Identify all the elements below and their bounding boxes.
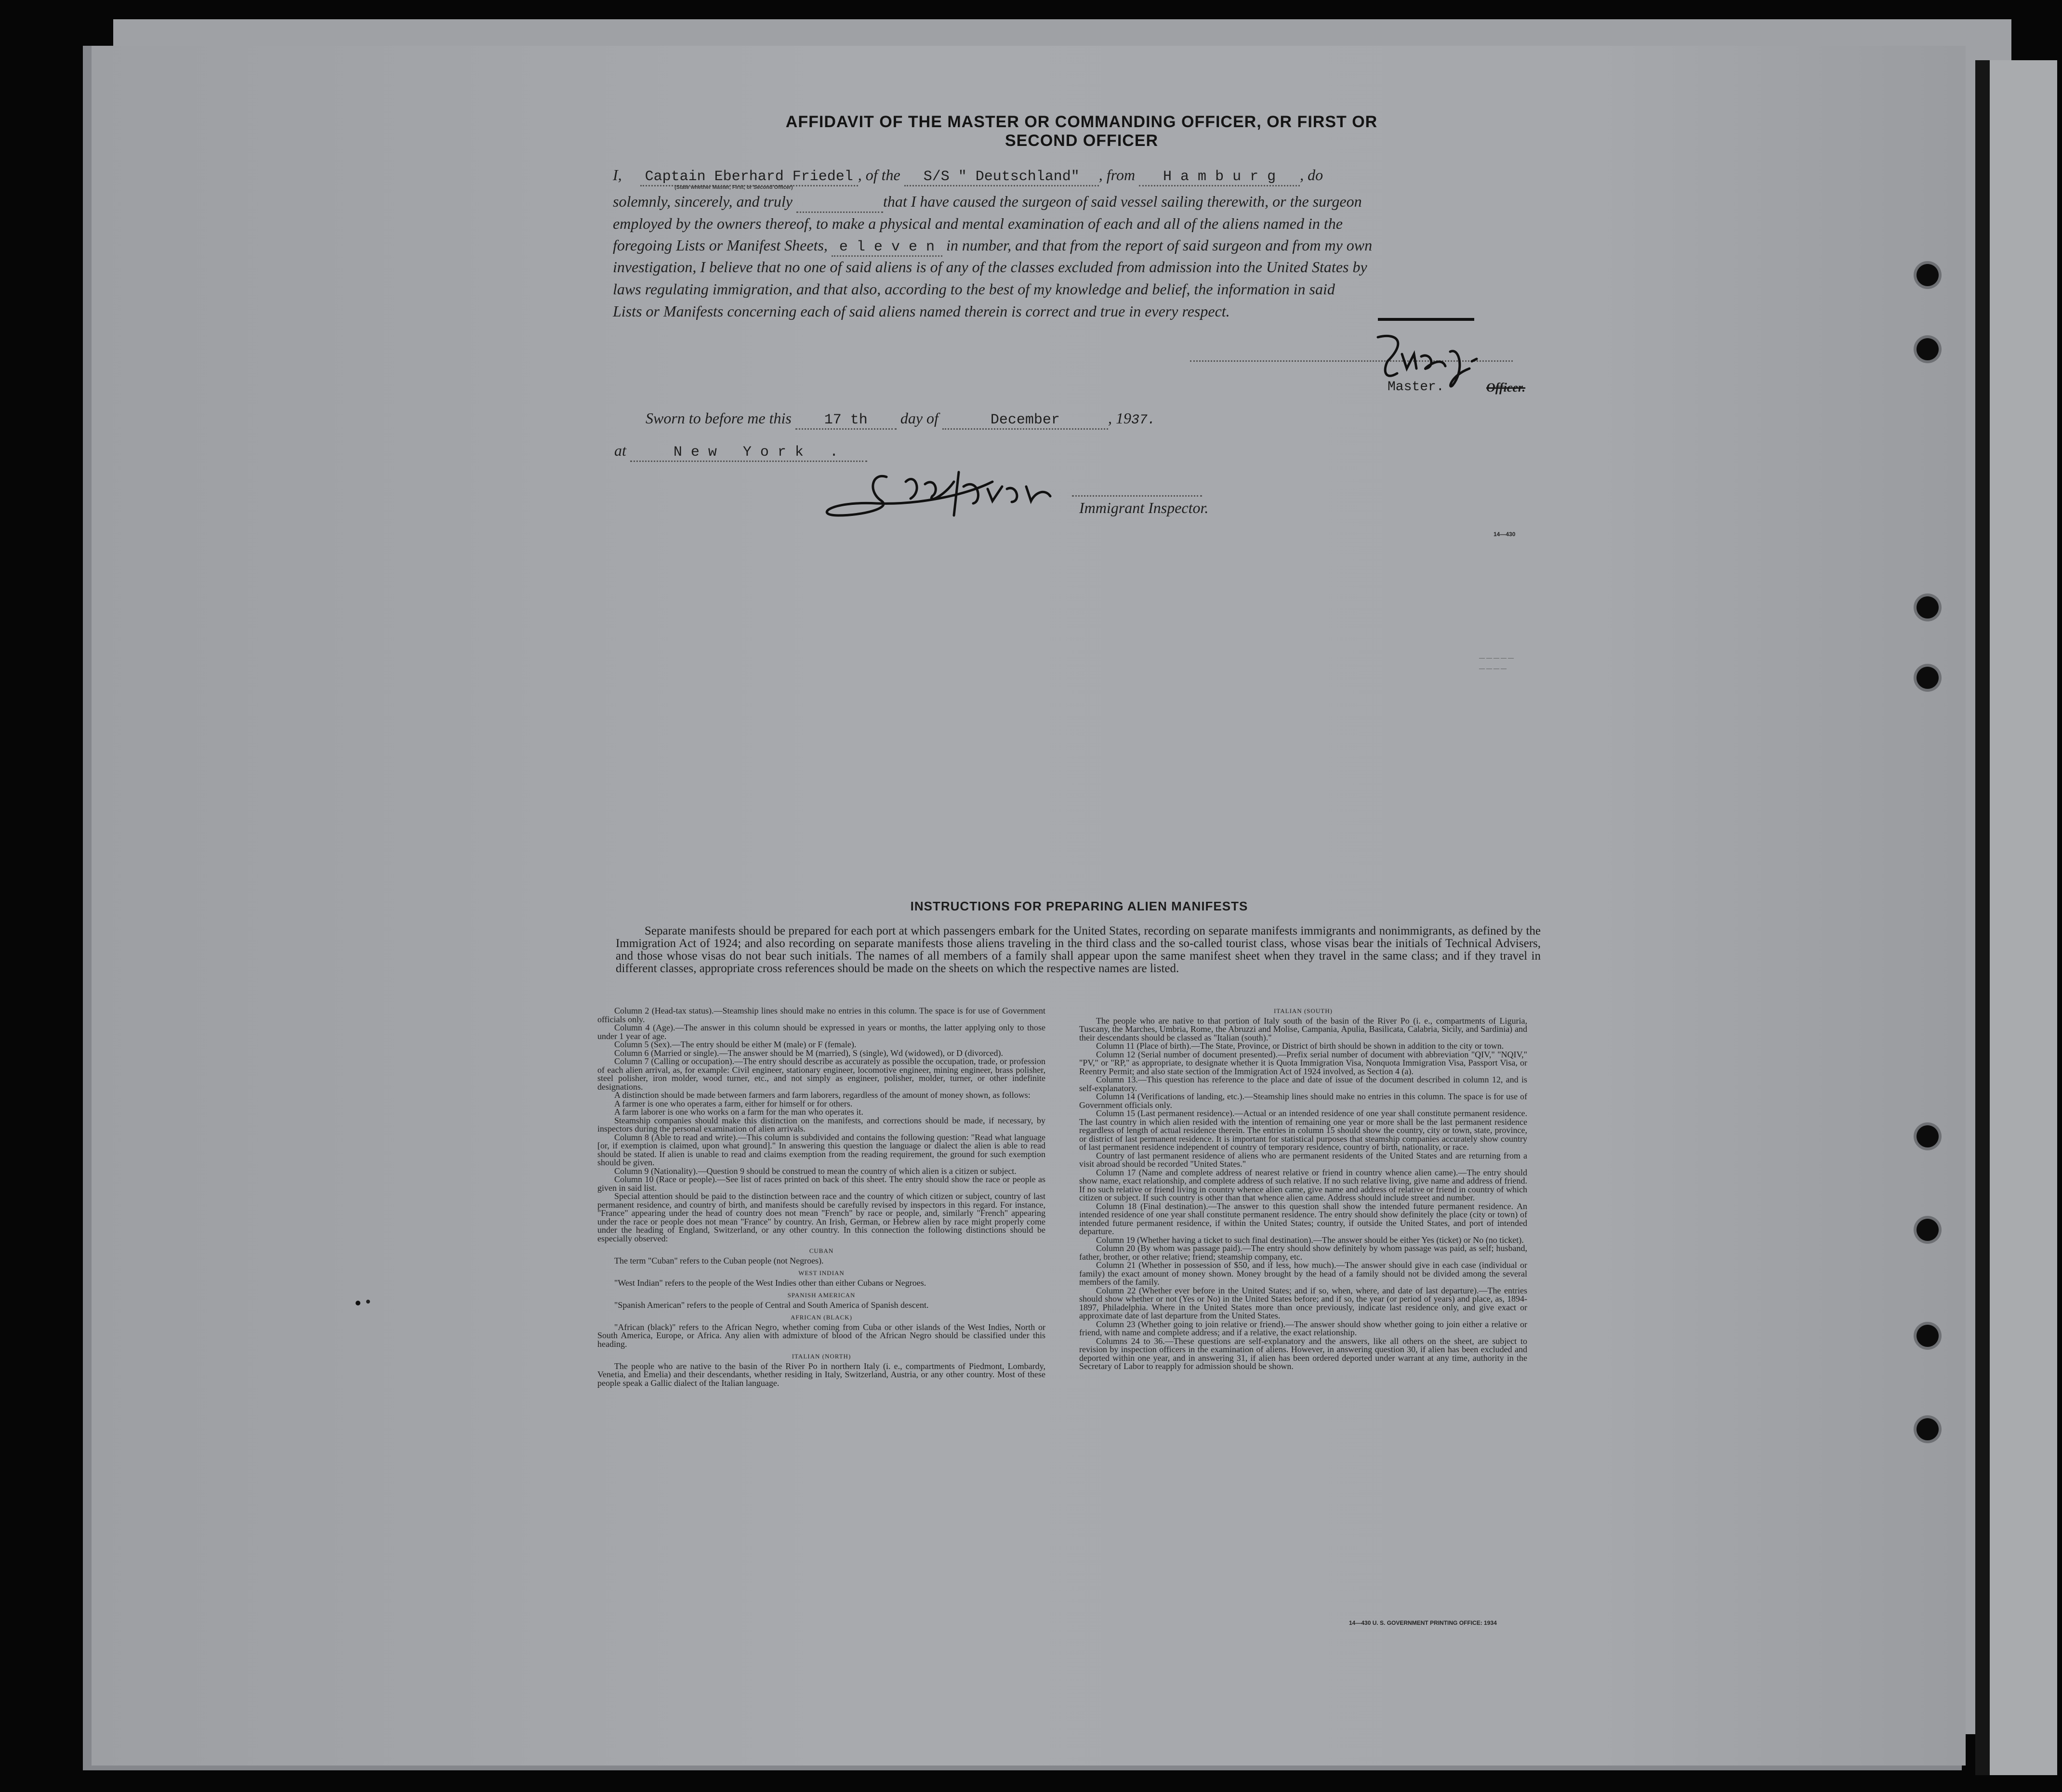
binder-hole-icon	[1917, 1325, 1939, 1347]
faint-mark: — — — — —	[1479, 654, 1514, 661]
instruction-paragraph: "Spanish American" refers to the people of Central and South America of Spanish descent.	[614, 1300, 929, 1310]
text-sworn: Sworn to before me this	[646, 409, 792, 427]
instruction-paragraph: Column 18 (Final destination).—The answer to this question shall show the intended future permanent residence. An intended residence of one year shall constitute permanent residence. The entry should show definitely the place (city or town) of intended future permanent residence, if within the United States; country, if outside the United States, and port of intended departure.	[1079, 1201, 1527, 1236]
instruction-paragraph: Column 2 (Head-tax status).—Steamship lines should make no entries in this column. The space is for use of Government officials only.	[597, 1006, 1045, 1024]
form-number: 14—430	[1494, 531, 1516, 538]
line-end-stroke	[1378, 318, 1474, 321]
affidavit-line-5: investigation, I believe that no one of said aliens is of any of the classes excluded from admission into the United States by	[613, 258, 1367, 276]
sworn-place-line	[614, 442, 867, 461]
section-heading: ITALIAN (NORTH)	[792, 1353, 851, 1360]
affidavit-line-3: employed by the owners thereof, to make a physical and mental examination of each and all of the aliens named in the	[613, 215, 1343, 232]
instruction-paragraph: Columns 24 to 36.—These questions are self-explanatory and the answers, like all others on the sheet, are subject to revision by inspection officers in the examination of aliens. However, in answering question 30, if alien has been excluded and deported within one year, and in answering 31, if alien has been ordered deported under warrant at any time, authority in the Secretary of Labor to reapply for admission should be shown.	[1079, 1336, 1527, 1371]
text-from: , from	[1098, 166, 1136, 184]
port-field: H a m b u r g	[1139, 169, 1300, 186]
sworn-month-field: December	[942, 412, 1108, 430]
instruction-paragraph: Column 6 (Married or single).—The answer should be M (married), S (single), Wd (widowed), or D (divorced).	[614, 1048, 1003, 1058]
instruction-paragraph: Column 14 (Verifications of landing, etc.).—Steamship lines should make no entries in this column. The space is for use of Government officials only.	[1079, 1092, 1527, 1110]
instruction-paragraph: "West Indian" refers to the people of the West Indies other than either Cubans or Negroes.	[614, 1278, 926, 1288]
inspector-signature-line	[1072, 495, 1202, 497]
instruction-paragraph: Column 4 (Age).—The answer in this column should be expressed in years or months, the latter applying only to those under 1 year of age.	[597, 1023, 1045, 1041]
officer-name-field: Captain Eberhard Friedel	[640, 169, 858, 186]
affidavit-line-2	[613, 193, 1362, 211]
instruction-paragraph: Column 9 (Nationality).—Question 9 should be construed to mean the country of which alien is a citizen or subject.	[614, 1166, 1017, 1176]
sworn-line	[646, 409, 1155, 428]
text-in-number: in number, and that from the report of said surgeon and from my own	[946, 237, 1373, 254]
section-heading: CUBAN	[809, 1247, 834, 1254]
text-foregoing: foregoing Lists or Manifest Sheets,	[613, 237, 828, 254]
instruction-paragraph: Column 5 (Sex).—The entry should be either M (male) or F (female).	[614, 1040, 857, 1049]
text-solemnly: solemnly, sincerely, and truly	[613, 193, 793, 210]
instructions-intro: Separate manifests should be prepared for each port at which passengers embark for the United States, recording on separate manifests immigrants and nonimmigrants, as defined by the Immigration Act of 1924; and also recording on separate manifests those aliens traveling in the third class and the so-called tourist class, whose visas bear the initials of Technical Advisers, and those whose visas do not bear such initials. The names of all members of a family shall appear upon the same manifest sheet when they travel in the same class; and if they travel in different classes, appropriate cross references should be made on the sheets on which the respective names are listed.	[616, 924, 1541, 975]
instruction-paragraph: The people who are native to the basin of the River Po in northern Italy (i. e., compartments of Piedmont, Lombardy, Venetia, and Emelia) and their descendants, whether residing in Italy, Switzerland, Austria, or any other country. Most of these people speak a Gallic dialect of the Italian language.	[597, 1361, 1045, 1388]
sworn-place-field: N e w Y o r k .	[630, 444, 867, 462]
affidavit-title: AFFIDAVIT OF THE MASTER OR COMMANDING OFFICER, OR FIRST OR SECOND OFFICER	[785, 113, 1378, 150]
instruction-paragraph: The term "Cuban" refers to the Cuban people (not Negroes).	[614, 1255, 824, 1265]
instructions-right-column	[1079, 1007, 1527, 1371]
binder-hole-icon	[1917, 596, 1939, 619]
section-heading: WEST INDIAN	[798, 1269, 845, 1277]
text-of-the: , of the	[858, 166, 900, 184]
ink-spot	[356, 1301, 360, 1305]
affidavit-line-7: Lists or Manifests concerning each of said aliens named therein is correct and true in every respect.	[613, 303, 1230, 320]
rank-struck-label: Officer.	[1486, 381, 1526, 395]
section-heading: SPANISH AMERICAN	[787, 1291, 856, 1299]
instruction-paragraph: The people who are native to that portion of Italy south of the basin of the River Po (i. e., compartments of Liguria, Tuscany, the Marches, Umbria, Rome, the Abruzzi and Molise, Campania, Apulia, Basilicata, Calabria, Sicily, and Sardinia) and their descendants should be classed as "Italian (south)."	[1079, 1015, 1527, 1042]
instruction-paragraph: Special attention should be paid to the distinction between race and the country of which citizen or subject, country of last permanent residence, and country of birth, and manifests should be carefully revised by inspectors in this regard. For instance, "France" appearing under the head of country does not mean "French" by race or people, and, similarly "French" appearing under the race or people does not mean "France" by country. An Irish, German, or Hebrew alien by race might properly come under the heading of England, Switzerland, or any other country. In this connection the following distinctions should be especially observed:	[597, 1191, 1045, 1243]
instruction-paragraph: Column 10 (Race or people).—See list of races printed on back of this sheet. The entry should show the race or people as given in said list.	[597, 1174, 1045, 1193]
instruction-paragraph: Column 22 (Whether ever before in the United States; and if so, when, where, and date of last departure).—The entries should show whether or not (Yes or No) in the United States before; and if so, the year (or period of years) and place, as, 1894-1897, Philadelphia. Where in the United States more than once previously, indicate last residence only, and give exact or approximate date of last departure from the United States.	[1079, 1285, 1527, 1320]
text-surgeon: that I have caused the surgeon of said vessel sailing therewith, or the surgeon	[883, 193, 1362, 210]
instruction-paragraph: A distinction should be made between farmers and farm laborers, regardless of the amount of money shown, as follows:	[614, 1090, 1031, 1100]
instruction-paragraph: Column 12 (Serial number of document presented).—Prefix serial number of document with abbreviation "QIV," "NQIV," "PV," or "RP," as appropriate, to designate whether it is Quota Immigration Visa, Nonquota Immigration Visa, Passport Visa, or Reentry Permit; and also state section of the Immigration Act of 1924 involved, as Section 4 (a).	[1079, 1049, 1527, 1076]
text-year-prefix: , 19	[1108, 409, 1131, 427]
instruction-paragraph: Column 13.—This question has reference to the place and date of issue of the document described in column 12, and is self-explanatory.	[1079, 1075, 1527, 1093]
binder-hole-icon	[1917, 1125, 1939, 1147]
binder-strip	[1990, 60, 2057, 1775]
text-i: I,	[613, 166, 622, 184]
text-day-of: day of	[900, 409, 938, 427]
instruction-paragraph: Column 7 (Calling or occupation).—The entry should describe as accurately as possible the occupation, trade, or profession of each alien arrival, as, for example: Civil engineer, stationary engineer, locomotive engineer, mining engineer, brass polisher, steel polisher, iron molder, wood turner, etc., and not simply as engineer, polisher, molder, turner, or other indefinite designations.	[597, 1056, 1045, 1092]
sworn-year-field: 37.	[1131, 413, 1156, 428]
binder-hole-icon	[1917, 1418, 1939, 1440]
instructions-title: INSTRUCTIONS FOR PREPARING ALIEN MANIFESTS	[910, 899, 1248, 913]
binder-hole-icon	[1917, 264, 1939, 286]
affidavit-line-4	[613, 237, 1372, 255]
instruction-paragraph: Country of last permanent residence of aliens who are permanent residents of the United States and are returning from a visit abroad should be recorded "United States."	[1079, 1150, 1527, 1169]
instruction-paragraph: Column 17 (Name and complete address of nearest relative or friend in country whence alien came).—The entry should show name, exact relationship, and complete address of such relative. If no such relative living, give name and address of friend. If no such relative or friend living in country whence alien came, give name and address of relative or friend in country of which citizen or subject. If such country is other than that whence alien came. Address should include street and number.	[1079, 1167, 1527, 1202]
sworn-day-field: 17 th	[795, 412, 897, 430]
instruction-paragraph: Column 19 (Whether having a ticket to such final destination).—The answer should be either Yes (ticket) or No (no ticket).	[1096, 1235, 1524, 1245]
affidavit-line-6: laws regulating immigration, and that also, according to the best of my knowledge and belief, the information in said	[613, 280, 1335, 298]
inspector-title: Immigrant Inspector.	[1079, 499, 1209, 516]
text-at: at	[614, 442, 626, 459]
blank-field	[796, 195, 883, 213]
affidavit-line-1	[613, 166, 1323, 185]
instruction-paragraph: Column 11 (Place of birth).—The State, Province, or District of birth should be shown in addition to the city or town.	[1096, 1041, 1504, 1051]
binder-hole-icon	[1917, 338, 1939, 360]
instruction-paragraph: "African (black)" refers to the African Negro, whether coming from Cuba or other islands of the West Indies, North or South America, Europe, or Africa. Any alien with admixture of blood of the African Negro should be classified under this heading.	[597, 1322, 1045, 1349]
printing-office-footer: 14—430 U. S. GOVERNMENT PRINTING OFFICE: 1934	[1349, 1620, 1497, 1626]
rank-label: Master.	[1388, 380, 1444, 395]
sheet-count-field: e l e v e n	[832, 239, 942, 257]
section-heading: AFRICAN (BLACK)	[790, 1314, 853, 1321]
instruction-paragraph: A farmer is one who operates a farm, either for himself or for others.	[614, 1098, 853, 1108]
instruction-paragraph: Column 21 (Whether in possession of $50, and if less, how much).—The answer should give in each case (individual or family) the exact amount of money shown. Money brought by the head of a family should not be divided among the several members of the family.	[1079, 1260, 1527, 1287]
officer-rank-note: (State whether Master, First, or Second Officer)	[674, 184, 793, 190]
instruction-paragraph: Column 23 (Whether going to join relative or friend).—The answer should show whether going to join either a relative or friend, with name and complete address; and if a relative, the exact relationship.	[1079, 1319, 1527, 1337]
instruction-paragraph: Column 8 (Able to read and write).—This column is subdivided and contains the following question: "Read what language [or, if exemption is claimed, upon what ground]." In answering this question the language or dialect the alien is able to read should be stated. If alien is unable to read and claims exemption from the reading requirement, the ground for such exemption should be given.	[597, 1132, 1045, 1167]
binder-edge	[1975, 60, 1990, 1775]
binder-hole-icon	[1917, 667, 1939, 689]
instructions-left-column	[597, 1007, 1045, 1387]
ink-spot	[366, 1300, 370, 1304]
instruction-paragraph: Column 20 (By whom was passage paid).—The entry should show definitely by whom passage was paid, as self; husband, father, brother, or other relative; friend; steamship company, etc.	[1079, 1243, 1527, 1262]
instruction-paragraph: Steamship companies should make this distinction on the manifests, and corrections should be made, if necessary, by inspectors during the personal examination of alien arrivals.	[597, 1115, 1045, 1133]
binder-hole-icon	[1917, 1219, 1939, 1241]
faint-mark: — — — —	[1479, 665, 1507, 672]
vessel-field: S/S " Deutschland"	[904, 169, 1099, 186]
text-do: , do	[1300, 166, 1323, 184]
section-heading: ITALIAN (SOUTH)	[1274, 1007, 1333, 1015]
instruction-paragraph: Column 15 (Last permanent residence).—Actual or an intended residence of one year shall constitute permanent residence. The last country in which alien resided with the intention of remaining one year or more shall be the last permanent residence regardless of length of actual residence therein. The entries in column 15 should show the country, city or town, state, province, or district of last permanent residence. It is important for statistical purposes that steamship companies accurately show country of last permanent residence independent of country of temporary residence, country of birth, nationality, or race.	[1079, 1108, 1527, 1152]
instruction-paragraph: A farm laborer is one who works on a farm for the man who operates it.	[614, 1107, 863, 1117]
